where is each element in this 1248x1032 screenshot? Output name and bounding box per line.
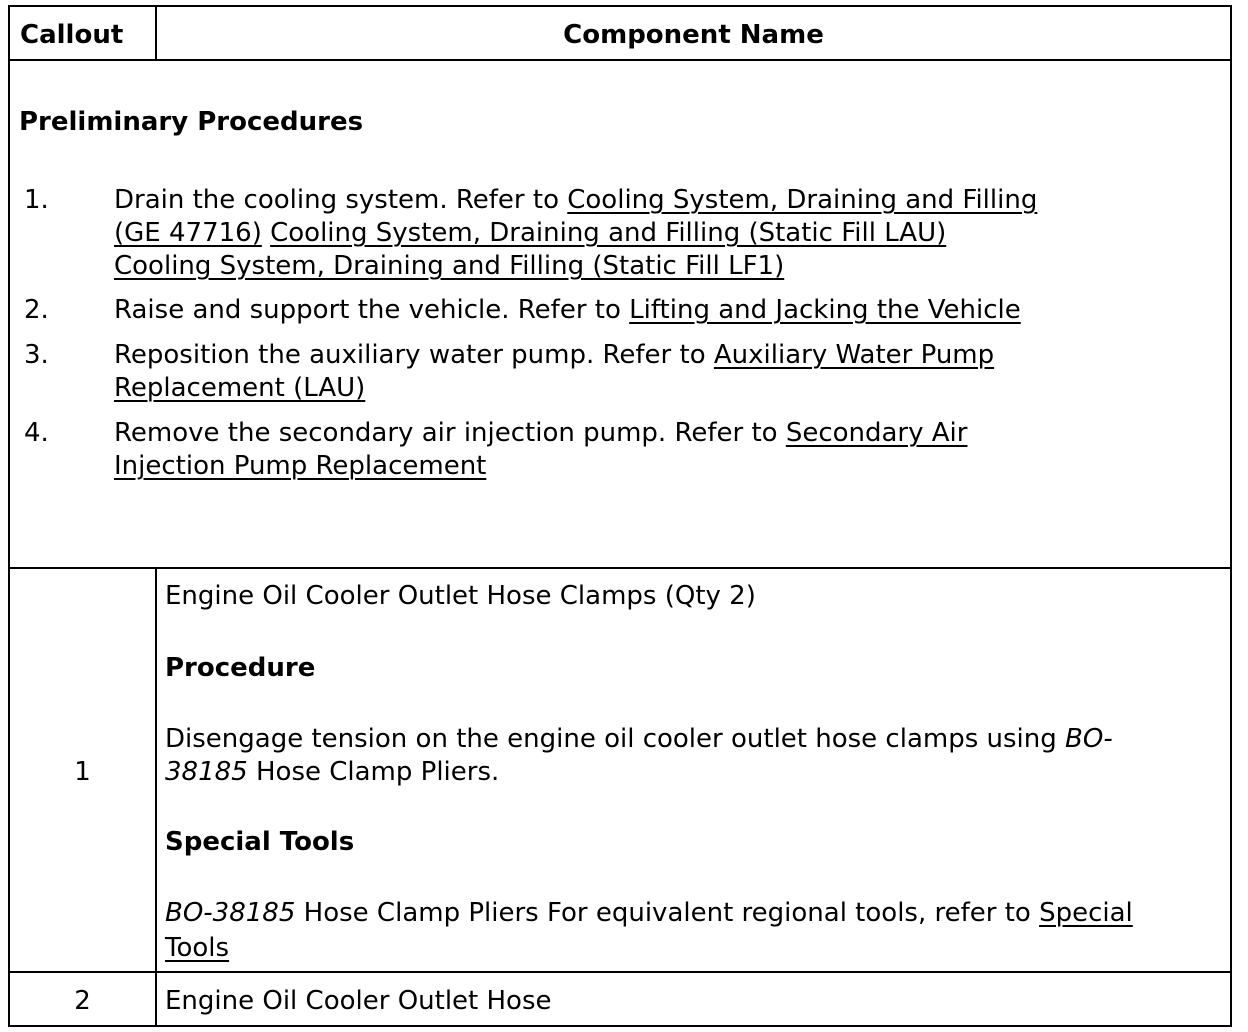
step-1-text: Drain the cooling system. Refer to (114, 185, 568, 215)
row-1-special-tool-code: BO-38185 (165, 898, 296, 928)
step-2-number: 2. (24, 295, 49, 325)
row-1-procedure-tool-code-b: 38185 (165, 757, 248, 787)
step-1-link-static-fill-lau[interactable]: Cooling System, Draining and Filling (Static Fill LAU) (270, 218, 947, 248)
row-1-component: Engine Oil Cooler Outlet Hose Clamps (Qty 2) (165, 581, 756, 611)
row-1-procedure-title: Procedure (165, 653, 316, 683)
step-4-line-1 (114, 417, 967, 450)
step-3-line-2 (114, 372, 365, 405)
step-2-text: Raise and support the vehicle. Refer to (114, 295, 630, 325)
row-1-procedure-tool-code-a: BO- (1065, 724, 1113, 754)
step-3-link-aux-water-pump[interactable]: Auxiliary Water Pump (713, 340, 995, 370)
step-3-text: Reposition the auxiliary water pump. Refer to (114, 340, 714, 370)
step-1-number: 1. (24, 185, 49, 215)
row-1-callout: 1 (74, 757, 91, 787)
step-4-number: 4. (24, 418, 49, 448)
step-1-line-1 (114, 184, 1037, 217)
row-2-callout: 2 (74, 986, 91, 1016)
step-3-link-replacement-lau[interactable]: Replacement (LAU) (114, 373, 366, 403)
step-3-line-1 (114, 339, 994, 372)
row-1-special-tools-line-2 (165, 932, 229, 965)
header-component-name: Component Name (563, 20, 824, 50)
step-4-link-secondary-air[interactable]: Secondary Air (785, 418, 968, 448)
row-1-special-tools-link-a[interactable]: Special (1039, 898, 1133, 928)
step-1-line-3 (114, 250, 784, 283)
preliminary-title: Preliminary Procedures (19, 107, 364, 137)
step-1-link-cooling-system[interactable]: Cooling System, Draining and Filling (567, 185, 1038, 215)
row-1-special-tools-link-b[interactable]: Tools (165, 933, 230, 963)
row-2-component: Engine Oil Cooler Outlet Hose (165, 986, 552, 1016)
row-1-procedure-line-2 (165, 756, 499, 789)
row-1-procedure-line-1 (165, 723, 1113, 756)
rows-column-divider (155, 567, 157, 1027)
step-2-line-1 (114, 294, 1021, 327)
preliminary-divider (10, 567, 1230, 569)
step-1-line-2 (114, 217, 946, 250)
row-1-procedure-text: Disengage tension on the engine oil cooler outlet hose clamps using (165, 724, 1066, 754)
step-2-link-lifting-jacking[interactable]: Lifting and Jacking the Vehicle (629, 295, 1021, 325)
row-1-procedure-text-post: Hose Clamp Pliers. (247, 757, 500, 787)
step-1-link-static-fill-lf1[interactable]: Cooling System, Draining and Filling (Static Fill LF1) (114, 251, 785, 281)
component-table (8, 5, 1232, 1027)
row-1-special-tool-text: Hose Clamp Pliers For equivalent regional tools, refer to (295, 898, 1040, 928)
row-1-special-tools-line-1 (165, 897, 1133, 930)
row1-divider (10, 971, 1230, 973)
step-3-number: 3. (24, 340, 49, 370)
step-1-link-ge47716[interactable]: (GE 47716) (114, 218, 262, 248)
step-4-text: Remove the secondary air injection pump. Refer to (114, 418, 786, 448)
step-4-line-2 (114, 450, 486, 483)
header-callout: Callout (20, 20, 124, 50)
row-1-special-tools-title: Special Tools (165, 827, 355, 857)
step-4-link-injection-pump[interactable]: Injection Pump Replacement (114, 451, 487, 481)
